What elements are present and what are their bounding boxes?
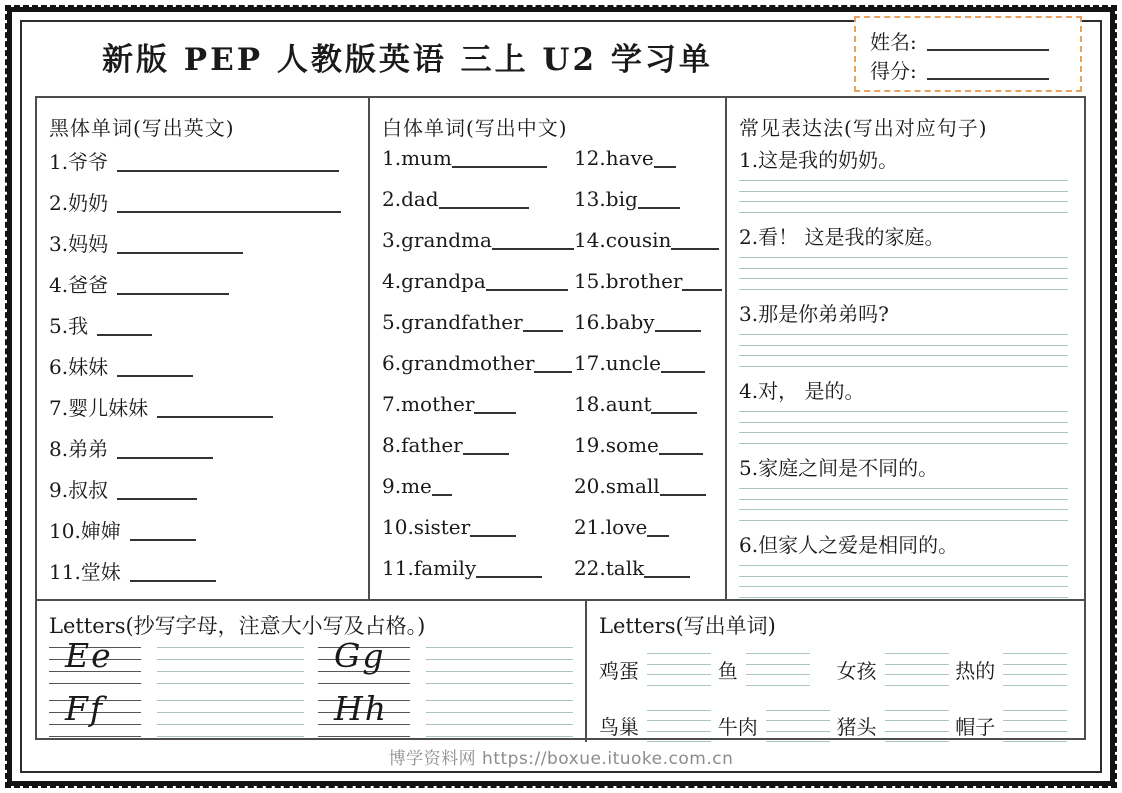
answer-blank[interactable] <box>117 293 229 295</box>
answer-blank[interactable] <box>659 453 703 455</box>
expression-prompt: 1.这是我的奶奶。 <box>739 148 899 172</box>
expressions-section <box>727 98 1084 599</box>
answer-blank[interactable] <box>661 371 705 373</box>
writing-lines[interactable] <box>739 411 1068 444</box>
answer-blank[interactable] <box>638 207 680 209</box>
word-label: 5.我 <box>49 314 89 338</box>
answer-blank[interactable] <box>97 334 152 336</box>
bold-words-header: 黑体单词(写出英文) <box>49 115 235 140</box>
word-write-label: 帽子 <box>955 715 996 740</box>
word-label: 14.cousin <box>573 228 672 252</box>
word-label: 11.family <box>382 556 477 580</box>
white-words-section <box>370 98 727 599</box>
word-item <box>574 515 723 556</box>
answer-blank[interactable] <box>671 248 719 250</box>
score-input-line[interactable] <box>927 78 1049 80</box>
word-label: 7.mother <box>382 392 475 416</box>
answer-blank[interactable] <box>654 166 676 168</box>
letter-copy-item <box>318 636 573 684</box>
word-label: 21.love <box>573 515 648 539</box>
word-write-label: 热的 <box>955 658 996 683</box>
word-writing-grid[interactable] <box>1003 710 1067 743</box>
word-label: 4.爸爸 <box>49 273 109 297</box>
expression-prompt: 6.但家人之爱是相同的。 <box>739 533 959 557</box>
word-item <box>49 392 358 433</box>
letters-row <box>37 599 1084 742</box>
answer-blank[interactable] <box>117 498 197 500</box>
word-label: 3.妈妈 <box>49 232 109 256</box>
word-label: 11.堂妹 <box>49 560 121 584</box>
word-write-label: 牛肉 <box>717 715 758 740</box>
word-label: 6.grandmother <box>382 351 535 375</box>
word-item <box>49 228 358 269</box>
letter-model-grid <box>318 689 410 737</box>
letters-copy-grid <box>49 636 573 737</box>
letters-words-grid <box>599 653 1074 742</box>
word-label: 13.big <box>573 187 638 211</box>
white-words-columns <box>382 146 715 599</box>
answer-blank[interactable] <box>682 289 722 291</box>
word-label: 10.婶婶 <box>49 519 121 543</box>
answer-blank[interactable] <box>474 412 516 414</box>
word-write-label: 鸡蛋 <box>599 658 639 683</box>
word-label: 20.small <box>573 474 660 498</box>
word-label: 18.aunt <box>573 392 652 416</box>
expression-item <box>739 377 1074 454</box>
word-write-item <box>599 653 718 686</box>
answer-blank[interactable] <box>117 375 193 377</box>
word-item <box>574 146 723 187</box>
page-title: 新版 PEP 人教版英语 三上 U2 学习单 <box>102 42 713 78</box>
white-words-list-left <box>382 146 574 599</box>
word-label: 9.叔叔 <box>49 478 109 502</box>
expression-prompt: 2.看！ 这是我的家庭。 <box>739 225 945 249</box>
letter-model-grid <box>49 636 141 684</box>
letter-practice-grid[interactable] <box>426 647 573 684</box>
word-writing-grid[interactable] <box>1003 653 1067 686</box>
name-score-box <box>854 16 1082 92</box>
word-item <box>574 351 723 392</box>
vocabulary-row <box>37 98 1084 599</box>
word-item <box>382 515 574 556</box>
answer-blank[interactable] <box>157 416 273 418</box>
expression-prompt: 4.对， 是的。 <box>739 379 865 403</box>
letter-pair-label: Gg <box>334 636 386 675</box>
word-writing-grid[interactable] <box>885 710 949 743</box>
answer-blank[interactable] <box>523 330 563 332</box>
white-words-list-right <box>574 146 723 599</box>
expression-item <box>739 300 1074 377</box>
word-item <box>49 556 358 597</box>
word-label: 3.grandma <box>382 228 492 252</box>
word-item <box>382 187 574 228</box>
word-item <box>574 474 723 515</box>
answer-blank[interactable] <box>452 166 547 168</box>
word-write-item <box>599 710 718 743</box>
word-item <box>49 351 358 392</box>
bold-words-list <box>49 146 358 597</box>
answer-blank[interactable] <box>660 494 706 496</box>
word-label: 19.some <box>573 433 659 457</box>
word-writing-grid[interactable] <box>885 653 949 686</box>
answer-blank[interactable] <box>655 330 701 332</box>
expression-prompt: 3.那是你弟弟吗? <box>739 302 889 326</box>
word-label: 9.me <box>382 474 432 498</box>
expressions-header: 常见表达法(写出对应句子) <box>739 115 988 140</box>
word-item <box>49 187 358 228</box>
word-item <box>382 392 574 433</box>
word-label: 4.grandpa <box>382 269 486 293</box>
word-writing-grid[interactable] <box>746 653 810 686</box>
answer-blank[interactable] <box>486 289 568 291</box>
answer-blank[interactable] <box>439 207 529 209</box>
word-writing-grid[interactable] <box>647 653 711 686</box>
word-item <box>574 269 723 310</box>
answer-blank[interactable] <box>476 576 542 578</box>
score-label: 得分: <box>870 59 917 83</box>
answer-blank[interactable] <box>463 453 509 455</box>
word-label: 10.sister <box>382 515 471 539</box>
word-item <box>382 351 574 392</box>
bold-words-section <box>37 98 370 599</box>
word-write-item <box>955 653 1074 686</box>
answer-blank[interactable] <box>647 535 669 537</box>
letter-pair-label: Ee <box>65 636 113 675</box>
word-item <box>382 310 574 351</box>
watermark-text: 博学资料网 https://boxue.ituoke.com.cn <box>388 749 734 769</box>
word-label: 15.brother <box>573 269 683 293</box>
answer-blank[interactable] <box>117 457 213 459</box>
answer-blank[interactable] <box>117 170 339 172</box>
word-item <box>382 556 574 597</box>
letter-model-grid <box>49 689 141 737</box>
writing-lines[interactable] <box>739 180 1068 213</box>
letter-copy-item <box>318 689 573 737</box>
word-item <box>49 433 358 474</box>
answer-blank[interactable] <box>651 412 697 414</box>
word-write-label: 鱼 <box>717 658 738 683</box>
letter-pair-label: Hh <box>334 689 389 728</box>
word-label: 16.baby <box>573 310 655 334</box>
expressions-list <box>739 146 1074 608</box>
letter-practice-grid[interactable] <box>157 700 304 737</box>
word-label: 12.have <box>573 146 654 170</box>
white-words-header: 白体单词(写出中文) <box>382 115 568 140</box>
name-row <box>870 26 1068 55</box>
letter-copy-item <box>49 689 304 737</box>
answer-blank[interactable] <box>492 248 574 250</box>
letter-practice-grid[interactable] <box>157 647 304 684</box>
word-item <box>49 474 358 515</box>
word-item <box>382 269 574 310</box>
answer-blank[interactable] <box>130 580 216 582</box>
word-writing-grid[interactable] <box>766 710 830 743</box>
word-label: 17.uncle <box>573 351 661 375</box>
answer-blank[interactable] <box>117 211 341 213</box>
word-label: 22.talk <box>573 556 645 580</box>
word-item <box>382 146 574 187</box>
word-label: 8.father <box>382 433 463 457</box>
letters-copy-section <box>37 601 587 742</box>
word-write-label: 鸟巢 <box>599 715 639 740</box>
word-item <box>574 392 723 433</box>
expression-item <box>739 146 1074 223</box>
letter-copy-item <box>49 636 304 684</box>
word-item <box>382 433 574 474</box>
word-write-label: 猪头 <box>836 715 877 740</box>
writing-lines[interactable] <box>739 488 1068 521</box>
word-item <box>574 556 723 597</box>
letter-pair-label: Ff <box>65 689 105 728</box>
word-item <box>49 515 358 556</box>
word-item <box>574 433 723 474</box>
word-item <box>574 310 723 351</box>
expression-item <box>739 531 1074 608</box>
word-write-item <box>837 653 956 686</box>
name-label: 姓名: <box>870 30 917 54</box>
writing-lines[interactable] <box>739 334 1068 367</box>
answer-blank[interactable] <box>534 371 572 373</box>
word-item <box>49 269 358 310</box>
letters-words-section <box>587 601 1084 742</box>
word-item <box>382 474 574 515</box>
writing-lines[interactable] <box>739 257 1068 290</box>
word-label: 7.婴儿妹妹 <box>49 396 149 420</box>
word-item <box>574 187 723 228</box>
answer-blank[interactable] <box>470 535 516 537</box>
word-label: 6.妹妹 <box>49 355 109 379</box>
word-write-item <box>955 710 1074 743</box>
expression-item <box>739 223 1074 300</box>
word-writing-grid[interactable] <box>647 710 711 743</box>
expression-prompt: 5.家庭之间是不同的。 <box>739 456 939 480</box>
word-label: 2.dad <box>382 187 439 211</box>
word-item <box>382 228 574 269</box>
answer-blank[interactable] <box>432 494 452 496</box>
word-label: 5.grandfather <box>382 310 523 334</box>
answer-blank[interactable] <box>130 539 196 541</box>
word-label: 8.弟弟 <box>49 437 109 461</box>
letters-words-header: Letters(写出单词) <box>599 614 776 638</box>
answer-blank[interactable] <box>117 252 243 254</box>
name-input-line[interactable] <box>927 49 1049 51</box>
word-write-item <box>837 710 956 743</box>
answer-blank[interactable] <box>644 576 690 578</box>
letters-copy-header: Letters(抄写字母，注意大小写及占格。) <box>49 614 426 638</box>
word-label: 1.爷爷 <box>49 150 109 174</box>
word-item <box>574 228 723 269</box>
word-write-item <box>718 710 837 743</box>
word-item <box>49 146 358 187</box>
letter-practice-grid[interactable] <box>426 700 573 737</box>
score-row <box>870 55 1068 84</box>
word-write-item <box>718 653 837 686</box>
expression-item <box>739 454 1074 531</box>
word-item <box>49 310 358 351</box>
writing-lines[interactable] <box>739 565 1068 598</box>
letter-model-grid <box>318 636 410 684</box>
word-label: 2.奶奶 <box>49 191 109 215</box>
word-write-label: 女孩 <box>836 658 877 683</box>
worksheet-table <box>35 96 1086 740</box>
word-label: 1.mum <box>382 146 452 170</box>
